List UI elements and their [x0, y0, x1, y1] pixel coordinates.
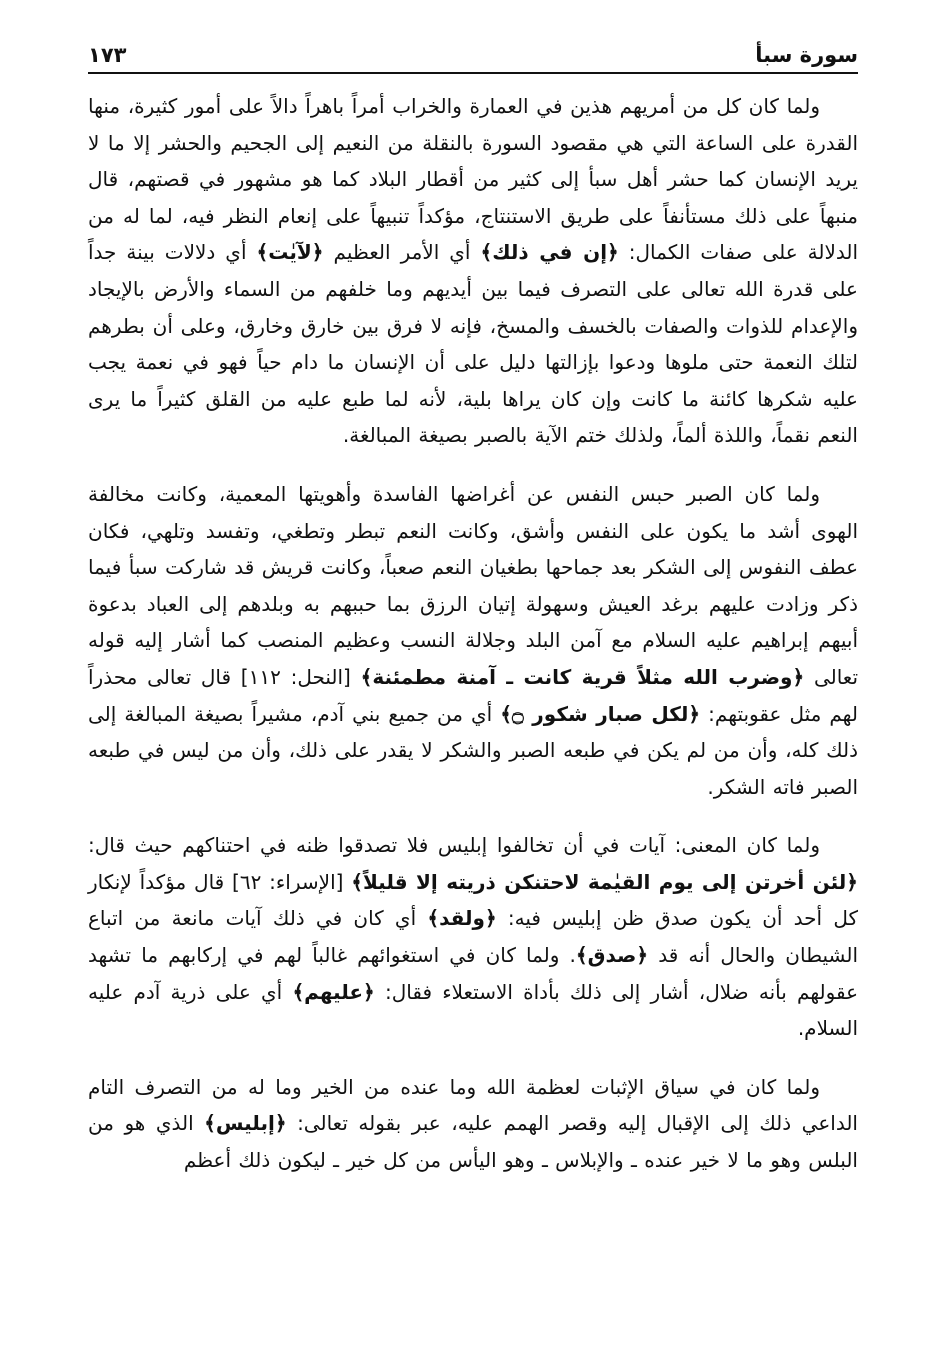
- page-number: ١٧٣: [88, 43, 127, 67]
- text-run: أي الأمر العظيم: [323, 240, 481, 265]
- text-run: الذي هو من البلس وهو ما لا خير عنده ـ والإبلاس ـ وهو اليأس من كل خير ـ ليكون ذلك أعظم: [88, 1111, 858, 1173]
- text-run: ولما كان في سياق الإثبات لعظمة الله وما عنده من الخير وما له من التصرف التام الداعي ذلك إلى الإقبال إليه وقصر الهمم عليه، عبر بقوله تعالى:: [88, 1074, 858, 1136]
- page-header: [88, 36, 858, 74]
- quran-quote: ﴿لآيٰت﴾: [256, 240, 324, 265]
- text-run: أي كان في ذلك آيات مانعة من اتباع الشيطان والحال أنه قد: [88, 906, 858, 968]
- page-body: [88, 88, 858, 1179]
- text-run: ولما كان الصبر حبس النفس عن أغراضها الفاسدة وأهويتها المعمية، وكانت مخالفة الهوى أشد ما يكون على النفس وأشق، وكانت النعم تبطر وتطغي، وتفسد وتلهي، فكان عطف النفوس إلى الشكر بعد جماحها بطغيان النعم صعباً، وكانت قريش قد شاركت سبأ فيما ذكر وزادت عليهم برغد العيش وسهولة إتيان الرزق بما حببهم به وبلدهم إلى العباد بدعوة أبيهم إبراهيم عليه السلام مع آمن البلد وجلالة النسب وعظيم المنصب كما أشار إليه قوله تعالى: [88, 481, 859, 689]
- quran-quote: ﴿إبليس﴾: [204, 1111, 287, 1136]
- paragraph-4: [88, 1069, 858, 1179]
- text-run: ولما كان كل من أمريهم هذين في العمارة والخراب أمراً باهراً دالاً على أمور كثيرة، منها القدرة على الساعة التي هي مقصود السورة بالنقلة من النعيم إلى الجحيم والحشر إلا ما لا يريد الإنسان كما حشر أهل سبأ إلى كثير من أقطار البلاد كما هو مشهور في قصتهم، قال منبهاً على ذلك مستأنفاً على طريق الاستنتاج، مؤكداً تنبيهاً على إنعام النظر فيه، لما له من الدلالة على صفات الكمال:: [88, 94, 858, 265]
- book-page: [88, 36, 858, 1201]
- text-run: ولما كان المعنى: آيات في أن تخالفوا إبليس فلا تصدقوا ظنه في احتناكهم حيث قال:: [88, 833, 820, 858]
- quran-quote: ﴿عليهم﴾: [292, 979, 375, 1004]
- text-run: أي على ذرية آدم عليه السلام.: [88, 979, 858, 1041]
- text-run: . ولما كان في استغوائهم غالباً لهم في إركابهم ما تشهد عقولهم بأنه ضلال، أشار إلى ذلك بأداة الاستعلاء فقال:: [88, 943, 859, 1004]
- text-run: [النحل: ١١٢] قال تعالى محذراً لهم مثل عقوبتهم:: [88, 664, 858, 726]
- quran-quote: ﴿إن في ذلك﴾: [480, 240, 619, 265]
- quran-quote: ﴿صدق﴾: [575, 943, 649, 968]
- text-run: [الإسراء: ٦٢] قال مؤكداً لإنكار كل أحد أن يكون صدق ظن إبليس فيه:: [88, 869, 858, 931]
- text-run: أي دلالات بينة جداً على قدرة الله تعالى على التصرف فيما بين أيديهم وما خلفهم من السماء والأرض بالإيجاد والإعدام للذوات والصفات بالخسف والمسخ، فإنه لا فرق بين خارق وخارق، وعلى أن بطرهم لتلك النعمة حتى ملوها ودعوا بإزالتها دليل على أن الإنسان ما دام حياً فهو في نعمة يجب عليه شكرها كائنة ما كانت وإن كان يراها بلية، لأنه لما طبع عليه من القلق كثيراً ما يرى النعم نقماً، واللذة ألماً، ولذلك ختم الآية بالصبر بصيغة المبالغة.: [88, 240, 858, 448]
- quran-quote: ﴿ولقد﴾: [427, 906, 497, 931]
- surah-title: سورة سبأ: [755, 43, 858, 67]
- paragraph-1: [88, 88, 858, 454]
- quran-quote: ﴿لكل صبار شكور ۝﴾: [500, 701, 701, 726]
- quran-quote: ﴿وضرب الله مثلاً قرية كانت ـ آمنة مطمئنة﴾: [360, 664, 805, 689]
- paragraph-3: [88, 827, 858, 1047]
- quran-quote: ﴿لئن أخرتن إلى يوم القيٰمة لاحتنكن ذريته إلا قليلاً﴾: [351, 869, 859, 894]
- text-run: أي من جميع بني آدم، مشيراً بصيغة المبالغة إلى ذلك كله، وأن من لم يكن في طبعه الصبر والشكر لا يقدر على ذلك، وأن من ليس في طبعه الصبر فاته الشكر.: [88, 701, 858, 799]
- paragraph-2: [88, 476, 858, 805]
